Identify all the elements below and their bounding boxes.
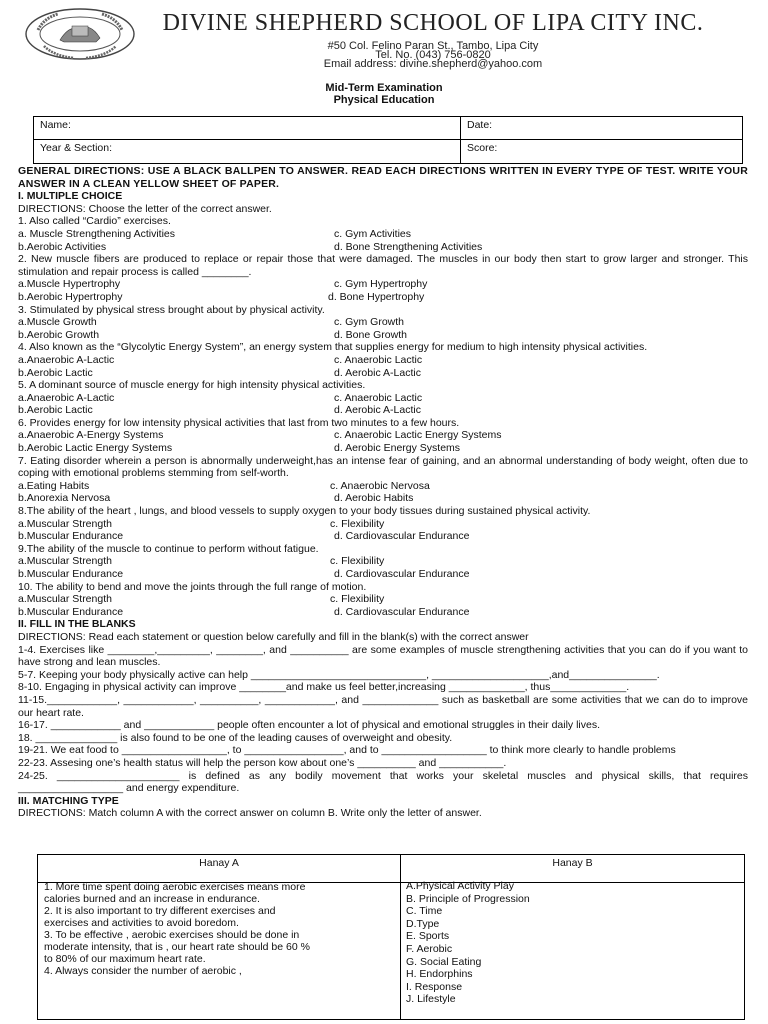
answer-option: b.Muscular Endurance xyxy=(18,530,124,543)
list-item: J. Lifestyle xyxy=(406,993,456,1006)
answer-option: c. Gym Hypertrophy xyxy=(334,278,428,291)
answer-option: c. Anaerobic Lactic xyxy=(334,353,423,366)
answer-option: c. Flexibility xyxy=(330,517,385,530)
answer-option: c. Anaerobic Nervosa xyxy=(330,479,430,492)
question-3: 3. Stimulated by physical stress brought about by physical activity. xyxy=(18,303,325,316)
exam-subject: Physical Education xyxy=(333,94,435,106)
table-divider xyxy=(34,139,742,140)
student-info-table xyxy=(33,116,743,164)
fill-in-item: 11-15.____________, ____________, __________, ____________, and _____________ such as basketball are some activities that we can do to improve our heart rate. xyxy=(18,693,748,719)
list-item: D.Type xyxy=(406,917,440,930)
answer-options-row xyxy=(18,555,748,568)
answer-options-row xyxy=(18,367,748,380)
answer-options-row xyxy=(18,492,748,505)
answer-option: c. Flexibility xyxy=(330,593,385,606)
list-item: H. Endorphins xyxy=(406,968,473,981)
list-item: B. Principle of Progression xyxy=(406,892,530,905)
school-telephone: Tel. No. (043) 756-0820 xyxy=(375,49,491,61)
answer-option: d. Aerobic A-Lactic xyxy=(334,366,421,379)
answer-options-row xyxy=(18,354,748,367)
question-10: 10. The ability to bend and move the joints through the full range of motion. xyxy=(18,580,367,593)
answer-option: a.Muscular Strength xyxy=(18,555,112,568)
section-directions: DIRECTIONS: Read each statement or question below carefully and fill in the blank(s) with the correct answer xyxy=(18,630,529,643)
answer-option: b.Aerobic Lactic xyxy=(18,404,93,417)
answer-option: a.Eating Habits xyxy=(18,479,90,492)
answer-options-row xyxy=(18,291,748,304)
answer-option: b.Aerobic Growth xyxy=(18,328,100,341)
answer-options-row xyxy=(18,442,748,455)
list-item: 4. Always consider the number of aerobic , xyxy=(44,965,242,977)
question-1: 1. Also called “Cardio” exercises. xyxy=(18,215,171,228)
answer-options-row xyxy=(18,518,748,531)
question-7: 7. Eating disorder wherein a person is abnormally underweight,has an intense fear of gaining, and an abnormal understanding of body weight, often due to coping with emotional problems stemming from self-worth. xyxy=(18,454,748,480)
list-item: 2. It is also important to try different exercises and exercises and activities to avoid boredom. xyxy=(44,905,276,929)
date-field-label: Date: xyxy=(467,119,493,131)
question-5: 5. A dominant source of muscle energy for high intensity physical activities. xyxy=(18,379,366,392)
answer-option: b.Anorexia Nervosa xyxy=(18,492,111,505)
matching-table xyxy=(37,854,745,1020)
answer-option: a.Muscular Strength xyxy=(18,517,112,530)
answer-option: a.Anaerobic A-Energy Systems xyxy=(18,429,164,442)
column-a-header: Hanay A xyxy=(199,857,239,869)
answer-option: d. Bone Hypertrophy xyxy=(328,290,425,303)
answer-option: d. Cardiovascular Endurance xyxy=(334,568,470,580)
answer-option: d. Aerobic Habits xyxy=(334,492,414,505)
question-4: 4. Also known as the “Glycolytic Energy System”, an energy system that supplies energy for medium to high intensity physical activities. xyxy=(18,341,648,354)
exam-body xyxy=(18,165,748,820)
question-2: 2. New muscle fibers are produced to replace or repair those that were damaged. The muscles in our body then start to grow larger and stronger. This stimulation and repair process is called ________. xyxy=(18,253,748,278)
answer-options-row xyxy=(18,429,748,442)
fill-in-item: 16-17. ____________ and ____________ people often encounter a lot of physical and emotional struggles in their daily lives. xyxy=(18,719,601,732)
answer-options-row xyxy=(18,606,748,619)
answer-option: d. Bone Strengthening Activities xyxy=(334,240,483,253)
answer-option: d. Bone Growth xyxy=(334,328,407,341)
answer-option: d. Cardiovascular Endurance xyxy=(334,605,470,618)
fill-in-item: 24-25. _____________________ is defined as any bodily movement that works your skeletal muscles and physical skills, that requires __________________ and energy expenditure. xyxy=(18,769,748,795)
column-a-items xyxy=(44,881,310,977)
answer-options-row xyxy=(18,404,748,417)
answer-options-row xyxy=(18,593,748,606)
answer-option: d. Cardiovascular Endurance xyxy=(334,530,470,543)
section-heading-matching-type: III. MATCHING TYPE xyxy=(18,794,119,807)
fill-in-item: 5-7. Keeping your body physically active can help ______________________________, ____________________,and_______________. xyxy=(18,668,660,681)
school-seal-logo xyxy=(24,6,140,62)
answer-option: b.Aerobic Hypertrophy xyxy=(18,290,123,303)
answer-option: b.Muscular Endurance xyxy=(18,605,124,618)
column-b-header: Hanay B xyxy=(552,857,593,869)
answer-options-row xyxy=(18,530,748,543)
answer-options-row xyxy=(18,228,748,241)
list-item: 1. More time spent doing aerobic exercises means more calories burned and an increase in endurance. xyxy=(44,881,306,905)
answer-options-row xyxy=(18,392,748,405)
year-section-field-label: Year & Section: xyxy=(40,142,112,154)
answer-option: b.Aerobic Lactic Energy Systems xyxy=(18,442,173,455)
answer-option: c. Anaerobic Lactic Energy Systems xyxy=(334,429,502,442)
school-name: DIVINE SHEPHERD SCHOOL OF LIPA CITY INC. xyxy=(162,10,704,36)
answer-option: a.Anaerobic A-Lactic xyxy=(18,391,115,404)
answer-option: a.Anaerobic A-Lactic xyxy=(18,353,115,366)
fill-in-item: 8-10. Engaging in physical activity can improve ________and make us feel better,increasing _____________, thus_____________. xyxy=(18,681,630,694)
answer-option: c. Flexibility xyxy=(330,555,385,568)
answer-option: c. Gym Activities xyxy=(334,227,412,240)
answer-option: b.Aerobic Activities xyxy=(18,240,107,253)
column-b-items xyxy=(406,880,706,1006)
fill-in-item: 22-23. Assesing one’s health status will help the person kow about one’s __________ and ___________. xyxy=(18,756,507,769)
list-item: G. Social Eating xyxy=(406,955,482,968)
section-directions: DIRECTIONS: Match column A with the correct answer on column B. Write only the letter of answer. xyxy=(18,807,482,820)
section-heading-multiple-choice: I. MULTIPLE CHOICE xyxy=(18,190,123,203)
answer-options-row xyxy=(18,316,748,329)
answer-option: c. Anaerobic Lactic xyxy=(334,391,423,404)
fill-in-item: 19-21. We eat food to __________________, to _________________, and to __________________ to think more clearly to handle problems xyxy=(18,744,676,757)
answer-options-row xyxy=(18,329,748,342)
answer-option: b.Aerobic Lactic xyxy=(18,366,93,379)
answer-option: d. Aerobic Energy Systems xyxy=(334,442,461,455)
section-heading-fill-in-the-blanks: II. FILL IN THE BLANKS xyxy=(18,618,136,631)
answer-option: a.Muscle Growth xyxy=(18,316,97,329)
name-field-label: Name: xyxy=(40,119,71,131)
fill-in-item: 18. ______________ is also found to be one of the leading causes of overweight and obesity. xyxy=(18,731,453,744)
answer-options-row xyxy=(18,568,748,581)
question-8: 8.The ability of the heart , lungs, and blood vessels to supply oxygen to your body tissues during sustained physical activity. xyxy=(18,505,591,518)
list-item: A.Physical Activity Play xyxy=(406,880,514,892)
answer-option: d. Aerobic A-Lactic xyxy=(334,404,421,417)
answer-option: a. Muscle Strengthening Activities xyxy=(18,227,175,240)
question-6: 6. Provides energy for low intensity physical activities that last from two minutes to a few hours. xyxy=(18,416,460,429)
list-item: 3. To be effective , aerobic exercises should be done in moderate intensity, that is , our heart rate should be 60 % to 80% of our maximum heart rate. xyxy=(44,929,310,965)
exam-title: Mid-Term Examination xyxy=(325,82,443,94)
school-header xyxy=(0,0,768,80)
general-directions: GENERAL DIRECTIONS: USE A BLACK BALLPEN TO ANSWER. READ EACH DIRECTIONS WRITTEN IN EVERY TYPE OF TEST. WRITE YOUR ANSWER IN A CLEAN YELLOW SHEET OF PAPER. xyxy=(18,165,748,190)
list-item: E. Sports xyxy=(406,930,450,943)
school-address: #50 Col. Felino Paran St., Tambo, Lipa City xyxy=(327,40,539,52)
answer-option: a.Muscle Hypertrophy xyxy=(18,278,121,291)
school-email: Email address: divine.shepherd@yahoo.com xyxy=(323,58,543,70)
list-item: F. Aerobic xyxy=(406,942,453,955)
score-field-label: Score: xyxy=(467,142,498,154)
list-item: C. Time xyxy=(406,905,443,918)
answer-option: b.Muscular Endurance xyxy=(18,568,124,580)
answer-options-row xyxy=(18,480,748,493)
answer-options-row xyxy=(18,278,748,291)
section-directions: DIRECTIONS: Choose the letter of the correct answer. xyxy=(18,202,272,215)
answer-options-row xyxy=(18,241,748,254)
question-9: 9.The ability of the muscle to continue to perform without fatigue. xyxy=(18,542,319,555)
fill-in-item: 1-4. Exercises like ________,_________, ________, and __________ are some examples of muscle strengthening activities that you can do if you want to have strong and lean muscles. xyxy=(18,643,748,669)
answer-option: c. Gym Growth xyxy=(334,316,405,329)
list-item: I. Response xyxy=(406,980,463,993)
answer-option: a.Muscular Strength xyxy=(18,593,112,606)
